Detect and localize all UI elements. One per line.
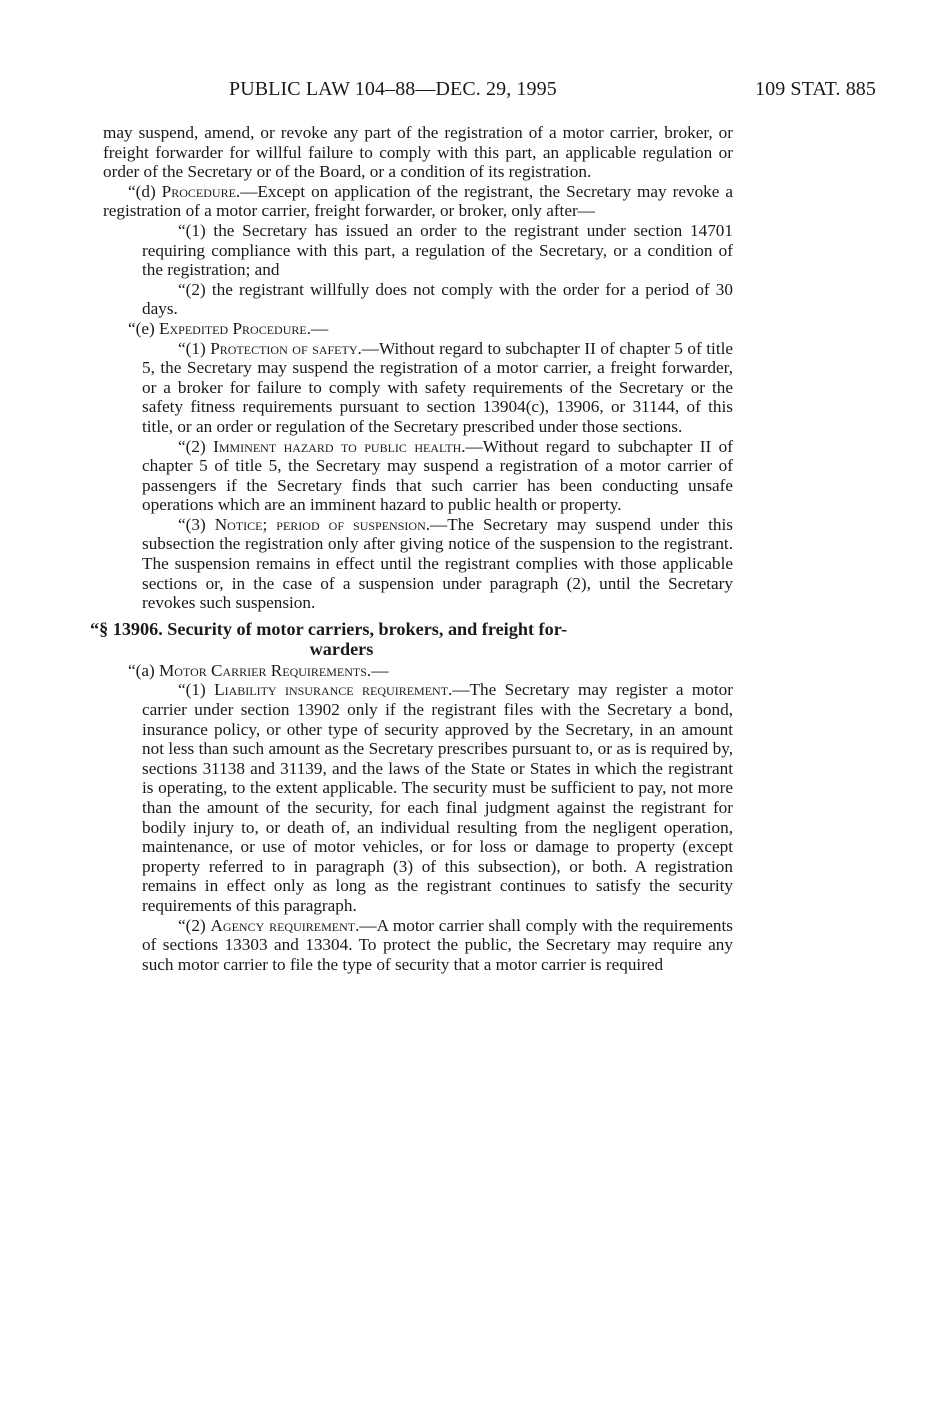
subsection-label: “(e) <box>128 318 160 338</box>
subsection-a <box>103 661 733 681</box>
paragraph-a1 <box>103 680 733 915</box>
paragraph-text: —The Secretary may register a motor carrier under section 13902 only if the registrant files with the Secretary a bond, insurance policy, or other type of security approved by the Secretary, in an amount not less than such amount as the Secretary prescribes pursuant to, or as is required by, sections 31138 and 31139, and the laws of the State or States in which the registrant is operating, to the extent applicable. The security must be sufficient to pay, not more than the amount of the security, for each final judgment against the registrant for bodily injury to, or death of, an individual resulting from the negligent operation, maintenance, or use of motor vehicles, or for loss or damage to property (except property referred to in paragraph (3) of this subsection), or both. A registration remains in effect only as long as the registrant continues to satisfy the security requirements of this paragraph. <box>142 680 733 915</box>
paragraph-text: —The Secretary may suspend under this subsection the registration only after giving notice of the suspension to the registrant. The suspension remains in effect until the registrant complies with those applicable sections or, in the case of a suspension under paragraph (2), until the Secretary revokes such suspension. <box>142 514 733 613</box>
paragraph-e1 <box>103 339 733 437</box>
paragraph-e2 <box>103 437 733 515</box>
paragraph-label: “(1) <box>178 338 211 358</box>
section-title-line2: warders <box>309 638 374 659</box>
paragraph-text: —Without regard to subchapter II of chapter 5 of title 5, the Secretary may suspend a registration of a motor carrier of passengers if the Secretary finds that such carrier has been conducting unsafe operations which are an imminent hazard to public health or property. <box>142 436 733 515</box>
page-header <box>104 78 876 104</box>
paragraph-label: “(3) <box>178 514 215 534</box>
paragraph-continuation: may suspend, amend, or revoke any part of the registration of a motor carrier, broker, or freight forwarder for willful failure to comply with this part, an applicable regulation or order of the Secretary or of the Board, or a condition of its registration. <box>103 123 733 182</box>
paragraph-heading: Agency requirement. <box>210 915 360 935</box>
page-reference: 109 STAT. 885 <box>755 78 876 100</box>
running-head: PUBLIC LAW 104–88—DEC. 29, 1995 <box>229 78 557 100</box>
statute-text <box>90 123 734 974</box>
subsection-d <box>103 182 733 221</box>
paragraph-a2 <box>103 916 733 975</box>
subsection-text: — <box>311 318 329 338</box>
subsection-heading: Motor Carrier Requirements. <box>159 660 372 680</box>
section-title-line1: “§ 13906. Security of motor carriers, brokers, and freight for- <box>90 618 568 639</box>
paragraph-text: —Without regard to subchapter II of chapter 5 of title 5, the Secretary may suspend the registration of a motor carrier, a freight forwarder, or a broker for failure to comply with safety requirements of the Secretary or the safety fitness requirements pursuant to section 13904(c), 13906, or 31144, of this title, or an order or regulation of the Secretary prescribed under those sections. <box>142 338 734 436</box>
paragraph-d2: “(2) the registrant willfully does not comply with the order for a period of 30 days. <box>142 279 733 319</box>
subsection-e <box>103 319 733 339</box>
paragraph-d1: “(1) the Secretary has issued an order to the registrant under section 14701 requiring compliance with this part, a regulation of the Secretary, or a condition of the registration; and <box>142 220 733 280</box>
subsection-label: “(d) <box>128 181 162 201</box>
subsection-heading: Procedure. <box>161 181 241 201</box>
section-heading <box>90 619 733 659</box>
paragraph-text: —A motor carrier shall comply with the requirements of sections 13303 and 13304. To protect the public, the Secretary may require any such motor carrier to file the type of security that a motor carrier is required <box>142 915 733 974</box>
paragraph-label: “(2) <box>178 436 214 456</box>
subsection-text: —Except on application of the registrant, the Secretary may revoke a registration of a motor carrier, freight forwarder, or broker, only after— <box>103 181 734 221</box>
paragraph-e3 <box>103 515 733 613</box>
paragraph-heading: Liability insurance requirement. <box>214 680 453 700</box>
paragraph-heading: Imminent hazard to public health. <box>213 436 466 456</box>
paragraph-heading: Protection of safety. <box>210 338 362 358</box>
subsection-heading: Expedited Procedure. <box>159 318 311 338</box>
subsection-text: — <box>371 660 389 680</box>
paragraph-heading: Notice; period of suspension. <box>214 514 431 534</box>
subsection-label: “(a) <box>128 660 160 680</box>
paragraph-label: “(1) <box>178 680 215 700</box>
paragraph-label: “(2) <box>178 915 211 935</box>
